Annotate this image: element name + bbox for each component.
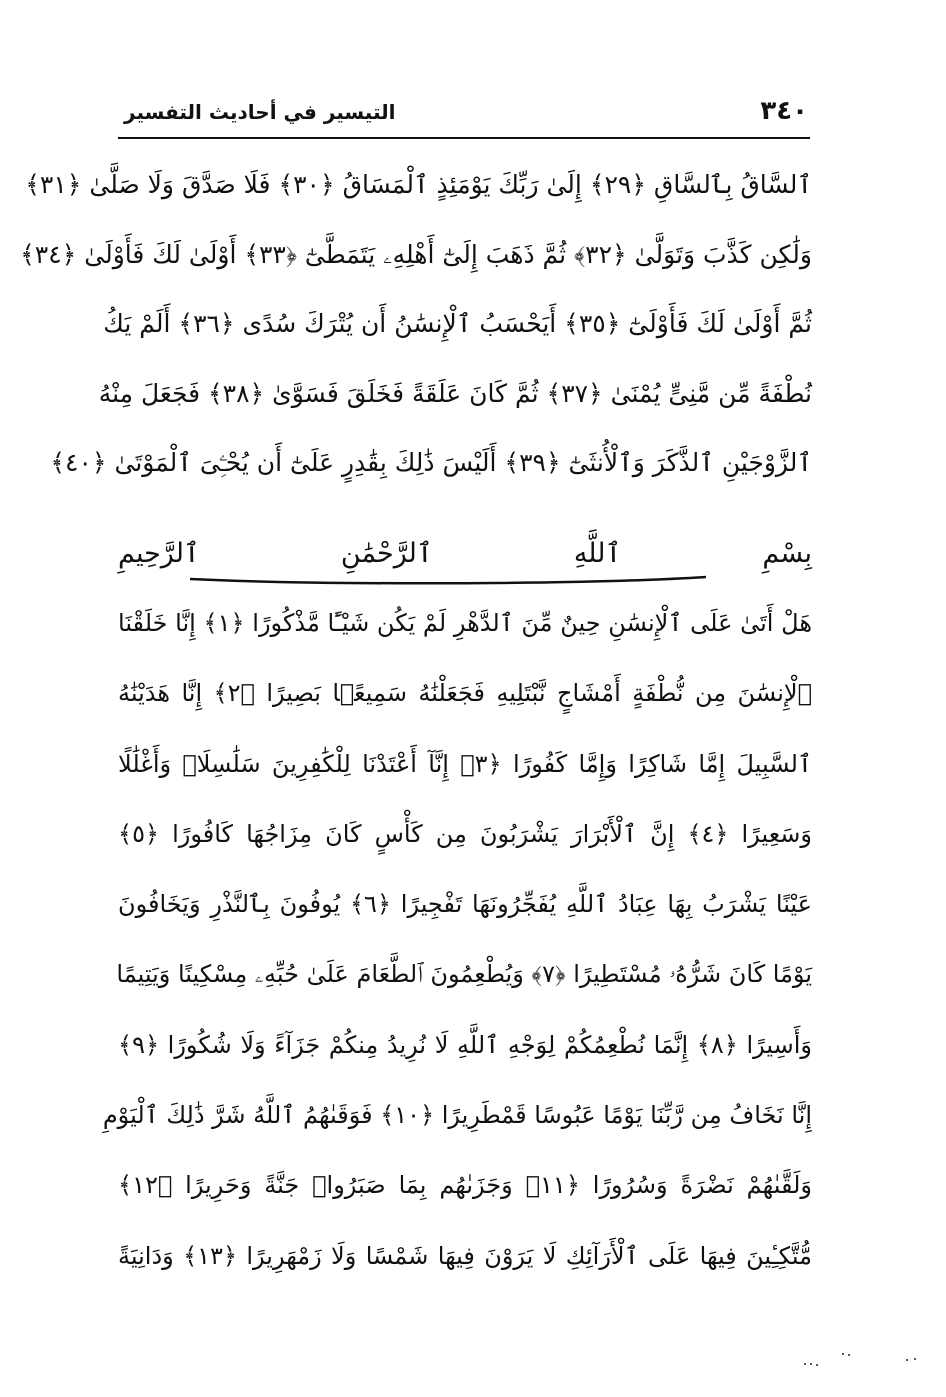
verse-line: نُطْفَةً مِّن مَّنِىٍّ يُمْنَىٰ ﴿٣٧﴾ ثُمَّ كَانَ عَلَقَةً فَخَلَقَ فَسَوَّىٰ ﴿٣٨﴾ فَجَعَلَ مِنْهُ (98, 378, 812, 408)
verse-line: ٱلزَّوْجَيْنِ ٱلذَّكَرَ وَٱلْأُنثَىٰٓ ﴿٣٩﴾ أَلَيْسَ ذَٰلِكَ بِقَٰدِرٍ عَلَىٰٓ أَن يُحْـِۧىَ ٱلْمَوْتَىٰ ﴿٤٠﴾ (50, 448, 812, 478)
verse-line: ٱلسَّاقُ بِٱلسَّاقِ ﴿٢٩﴾ إِلَىٰ رَبِّكَ يَوْمَئِذٍ ٱلْمَسَاقُ ﴿٣٠﴾ فَلَا صَدَّقَ وَلَا صَلَّىٰ ﴿٣١﴾ (25, 170, 812, 199)
book-title: التيسير في أحاديث التفسير (124, 100, 396, 124)
verse-line: وَلَٰكِن كَذَّبَ وَتَوَلَّىٰ ﴿٣٢﴾ ثُمَّ ذَهَبَ إِلَىٰٓ أَهْلِهِۦ يَتَمَطَّىٰٓ ﴿٣٣﴾ أَوْلَىٰ لَكَ فَأَوْلَىٰ ﴿٣٤﴾ (20, 239, 812, 269)
verse-line: ثُمَّ أَوْلَىٰ لَكَ فَأَوْلَىٰٓ ﴿٣٥﴾ أَيَحْسَبُ ٱلْإِنسَٰنُ أَن يُتْرَكَ سُدًى ﴿٣٦﴾ أَلَمْ يَكُ (103, 309, 812, 339)
verse-line: مُّتَّكِـِٔينَ فِيهَا عَلَى ٱلْأَرَآئِكِ لَا يَرَوْنَ فِيهَا شَمْسًا وَلَا زَمْهَرِيرًا ﴿١٣﴾ وَدَانِيَةً (118, 1241, 812, 1270)
verses-bottom-block (102, 588, 813, 1291)
verse-line: وَلَقَّىٰهُمْ نَضْرَةً وَسُرُورًا ﴿١١﴾ وَجَزَىٰهُم بِمَا صَبَرُوا۟ جَنَّةً وَحَرِيرًا ﴿١٢﴾ (118, 1171, 812, 1200)
verse-line: ٱلسَّبِيلَ إِمَّا شَاكِرًا وَإِمَّا كَفُورًا ﴿٣﴾ إِنَّآ أَعْتَدْنَا لِلْكَٰفِرِينَ سَلَٰسِلَا۟ وَأَغْلَٰلًا (118, 749, 812, 778)
page-header (118, 96, 808, 132)
verse-line: وَسَعِيرًا ﴿٤﴾ إِنَّ ٱلْأَبْرَارَ يَشْرَبُونَ مِن كَأْسٍ كَانَ مِزَاجُهَا كَافُورًا ﴿٥﴾ (118, 819, 812, 848)
verse-line: ٱلْإِنسَٰنَ مِن نُّطْفَةٍ أَمْشَاجٍ نَّبْتَلِيهِ فَجَعَلْنَٰهُ سَمِيعًۢا بَصِيرًا ﴿٢﴾ إِنَّا هَدَيْنَٰهُ (118, 679, 812, 708)
verse-line: وَأَسِيرًا ﴿٨﴾ إِنَّمَا نُطْعِمُكُمْ لِوَجْهِ ٱللَّهِ لَا نُرِيدُ مِنكُمْ جَزَآءً وَلَا شُكُورًا ﴿٩﴾ (118, 1030, 813, 1059)
verse-line: يَوْمًا كَانَ شَرُّهُۥ مُسْتَطِيرًا ﴿٧﴾ وَيُطْعِمُونَ ٱلطَّعَامَ عَلَىٰ حُبِّهِۦ مِسْكِينًا وَيَتِيمًا (116, 960, 812, 989)
verse-line: عَيْنًا يَشْرَبُ بِهَا عِبَادُ ٱللَّهِ يُفَجِّرُونَهَا تَفْجِيرًا ﴿٦﴾ يُوفُونَ بِٱلنَّذْرِ وَيَخَافُونَ (118, 890, 812, 919)
scan-speck-marks (796, 1349, 936, 1379)
header-rule (118, 137, 810, 139)
basmala-text: بِسْمِ ٱللَّهِ ٱلرَّحْمَٰنِ ٱلرَّحِيمِ (118, 538, 812, 569)
verse-line: إِنَّا نَخَافُ مِن رَّبِّنَا يَوْمًا عَبُوسًا قَمْطَرِيرًا ﴿١٠﴾ فَوَقَىٰهُمُ ٱللَّهُ شَرَّ ذَٰلِكَ ٱلْيَوْمِ (102, 1101, 812, 1130)
page-number: ٣٤٠ (760, 96, 808, 126)
basmala (118, 528, 812, 586)
verses-top-block (20, 150, 812, 498)
basmala-elongation-stroke (188, 572, 708, 586)
verse-line: هَلْ أَتَىٰ عَلَى ٱلْإِنسَٰنِ حِينٌ مِّنَ ٱلدَّهْرِ لَمْ يَكُن شَيْـًٔا مَّذْكُورًا ﴿١﴾ إِنَّا خَلَقْنَا (118, 609, 812, 637)
